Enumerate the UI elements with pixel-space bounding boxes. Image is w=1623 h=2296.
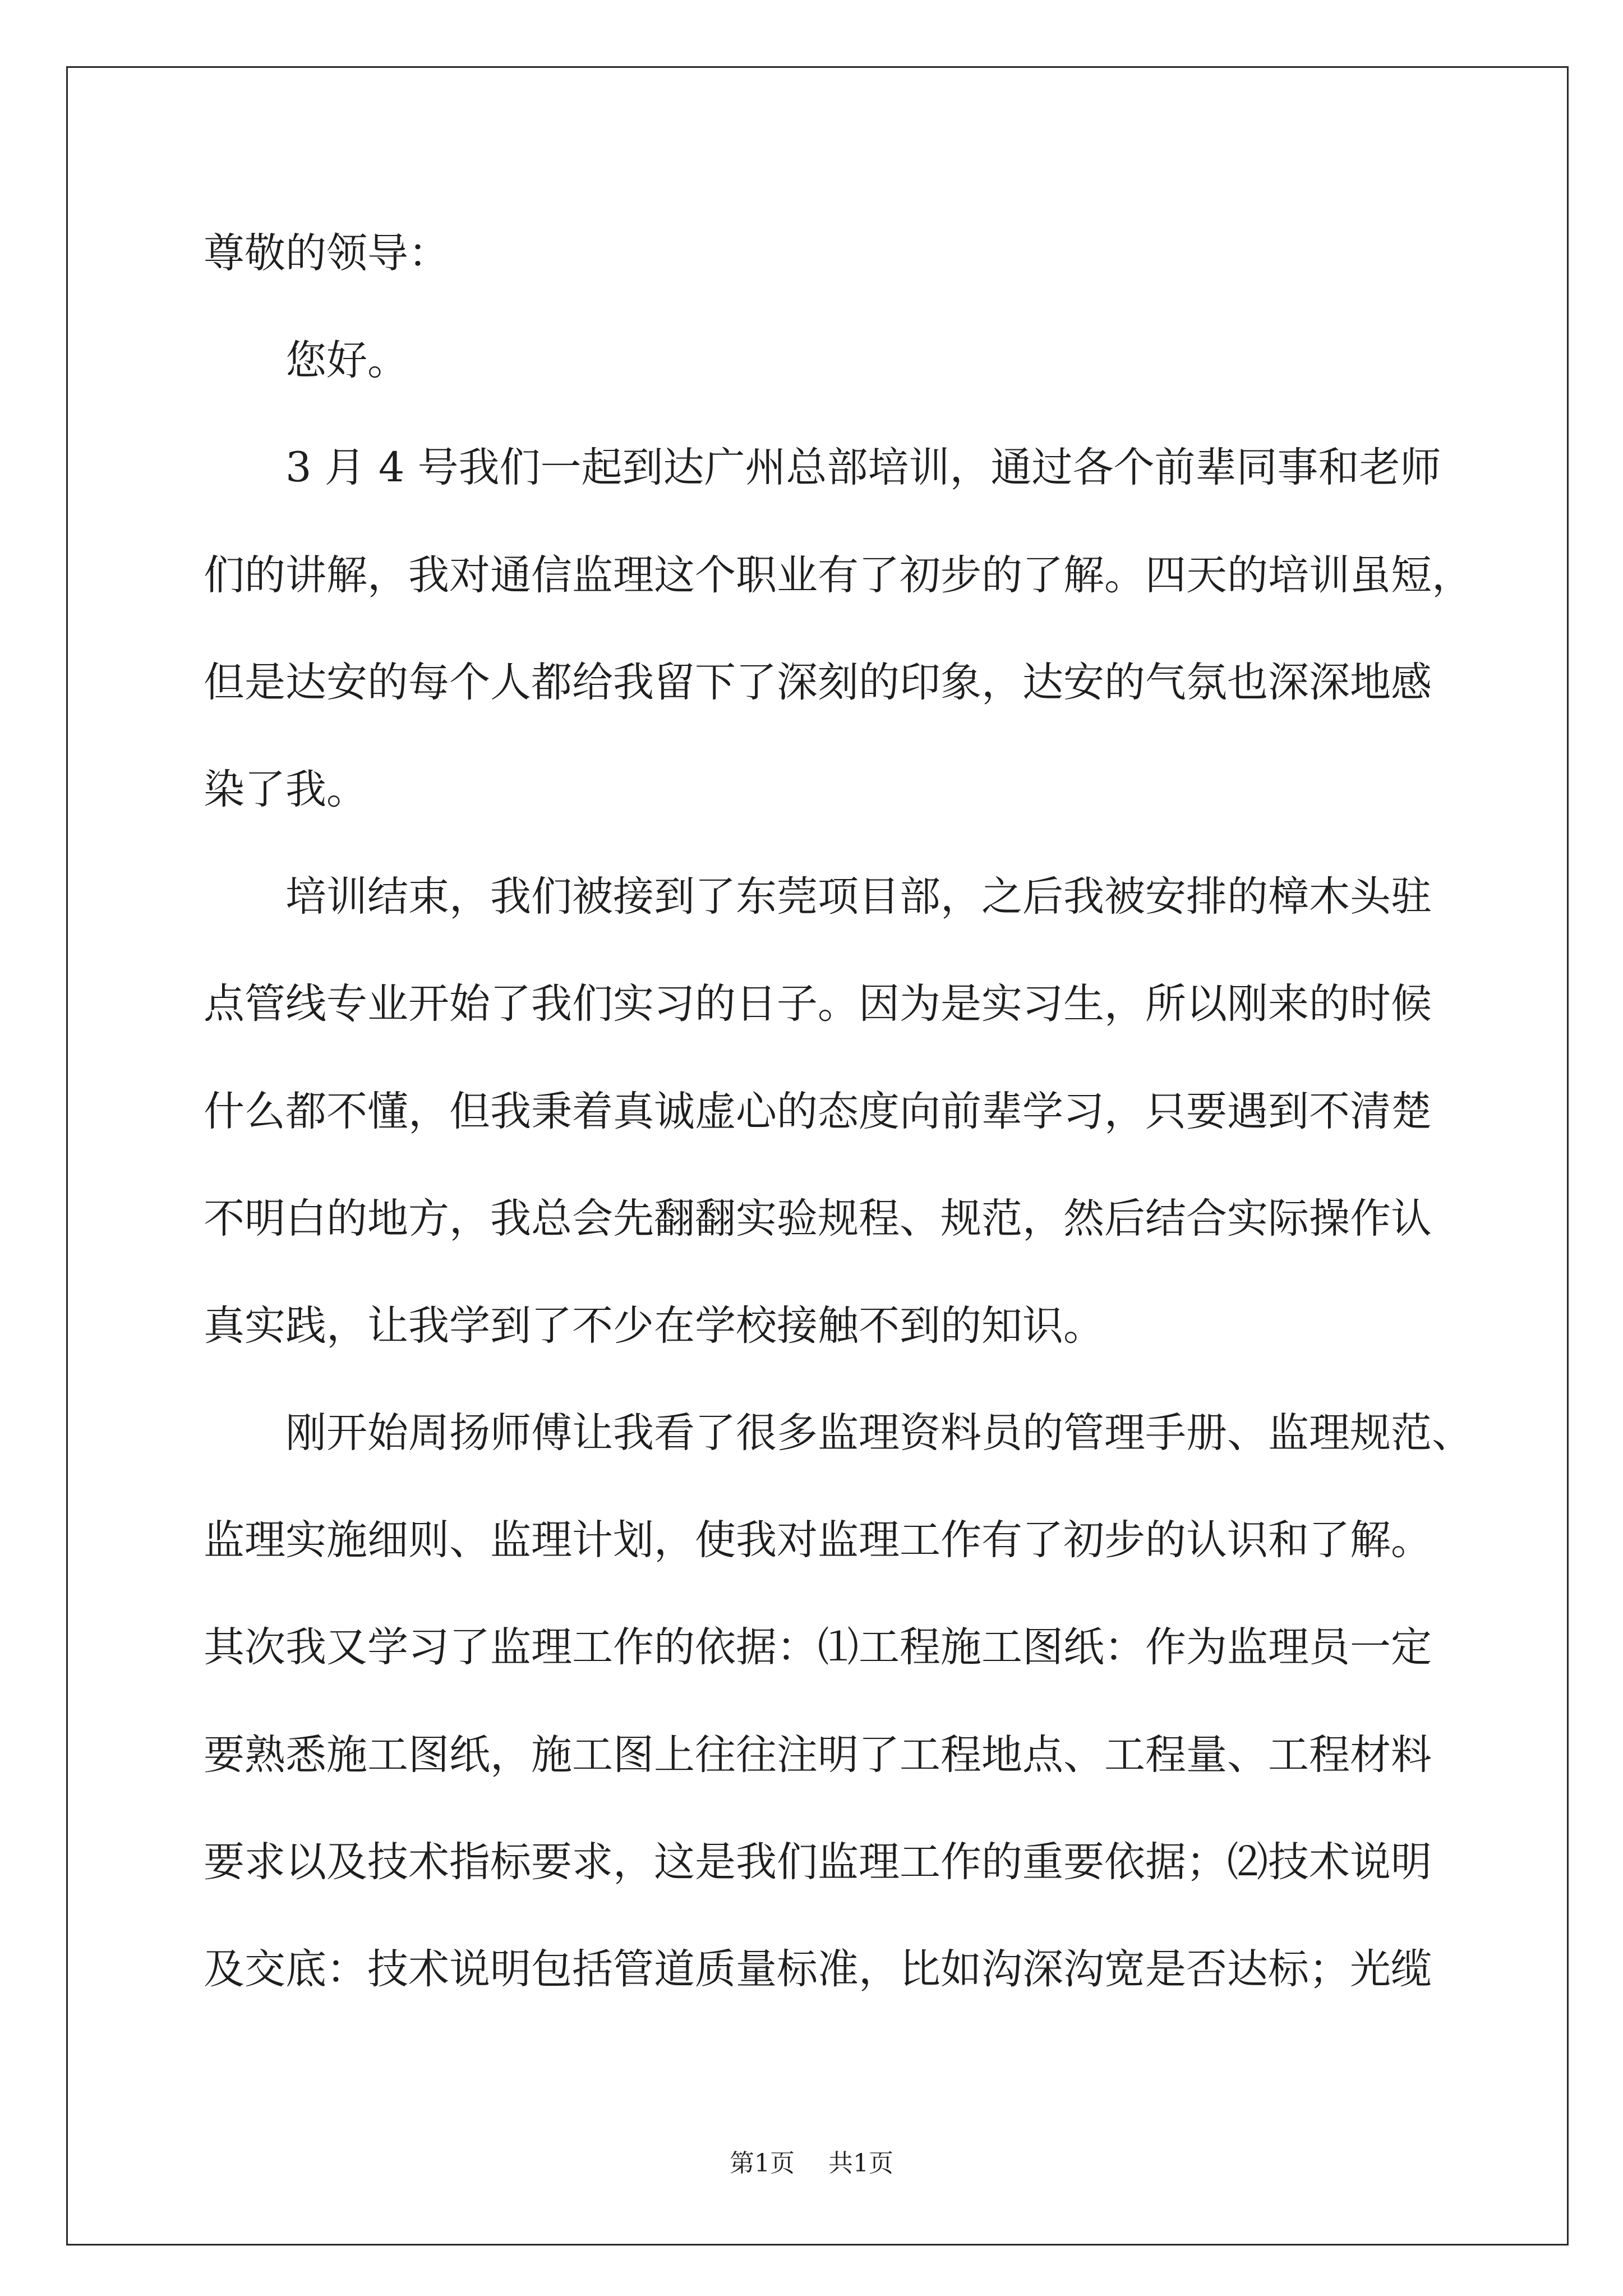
paragraph-line: 真实践，让我学到了不少在学校接触不到的知识。: [204, 1301, 1104, 1350]
paragraph-internship: [204, 843, 1538, 1379]
paragraph-line: 3 月 4 号我们一起到达广州总部培训，通过各个前辈同事和老师: [285, 444, 1441, 492]
paragraph-line: 点管线专业开始了我们实习的日子。因为是实习生，所以刚来的时候: [204, 980, 1432, 1028]
paragraph-line: 监理实施细则、监理计划，使我对监理工作有了初步的认识和了解。: [204, 1516, 1432, 1565]
page-number-current: 第1页: [730, 2149, 795, 2178]
paragraph-supervision: [204, 1379, 1538, 2023]
paragraph-training: [204, 414, 1538, 843]
paragraph-line: 但是达安的每个人都给我留下了深刻的印象，达安的气氛也深深地感: [204, 658, 1432, 706]
paragraph-line: 要熟悉施工图纸，施工图上往往注明了工程地点、工程量、工程材料: [204, 1731, 1432, 1779]
paragraph-line: 要求以及技术指标要求，这是我们监理工作的重要依据；⑵技术说明: [204, 1838, 1432, 1886]
paragraph-line: 染了我。: [204, 765, 367, 813]
letter-body: [204, 200, 1538, 2023]
paragraph-line: 及交底：技术说明包括管道质量标准，比如沟深沟宽是否达标；光缆: [204, 1945, 1432, 1993]
paragraph-line: 不明白的地方，我总会先翻翻实验规程、规范，然后结合实际操作认: [204, 1194, 1432, 1243]
page-number-total: 共1页: [828, 2149, 893, 2178]
paragraph-line: 其次我又学习了监理工作的依据：⑴工程施工图纸：作为监理员一定: [204, 1623, 1432, 1672]
paragraph-line: 刚开始周扬师傅让我看了很多监理资料员的管理手册、监理规范、: [285, 1409, 1473, 1457]
paragraph-line: 们的讲解，我对通信监理这个职业有了初步的了解。四天的培训虽短，: [204, 551, 1473, 599]
greeting: 您好。: [285, 337, 408, 385]
paragraph-line: 培训结束，我们被接到了东莞项目部，之后我被安排的樟木头驻: [285, 873, 1432, 921]
salutation: 尊敬的领导：: [204, 229, 449, 277]
paragraph-line: 什么都不懂，但我秉着真诚虚心的态度向前辈学习，只要遇到不清楚: [204, 1087, 1432, 1135]
page-footer: [0, 2148, 1623, 2179]
